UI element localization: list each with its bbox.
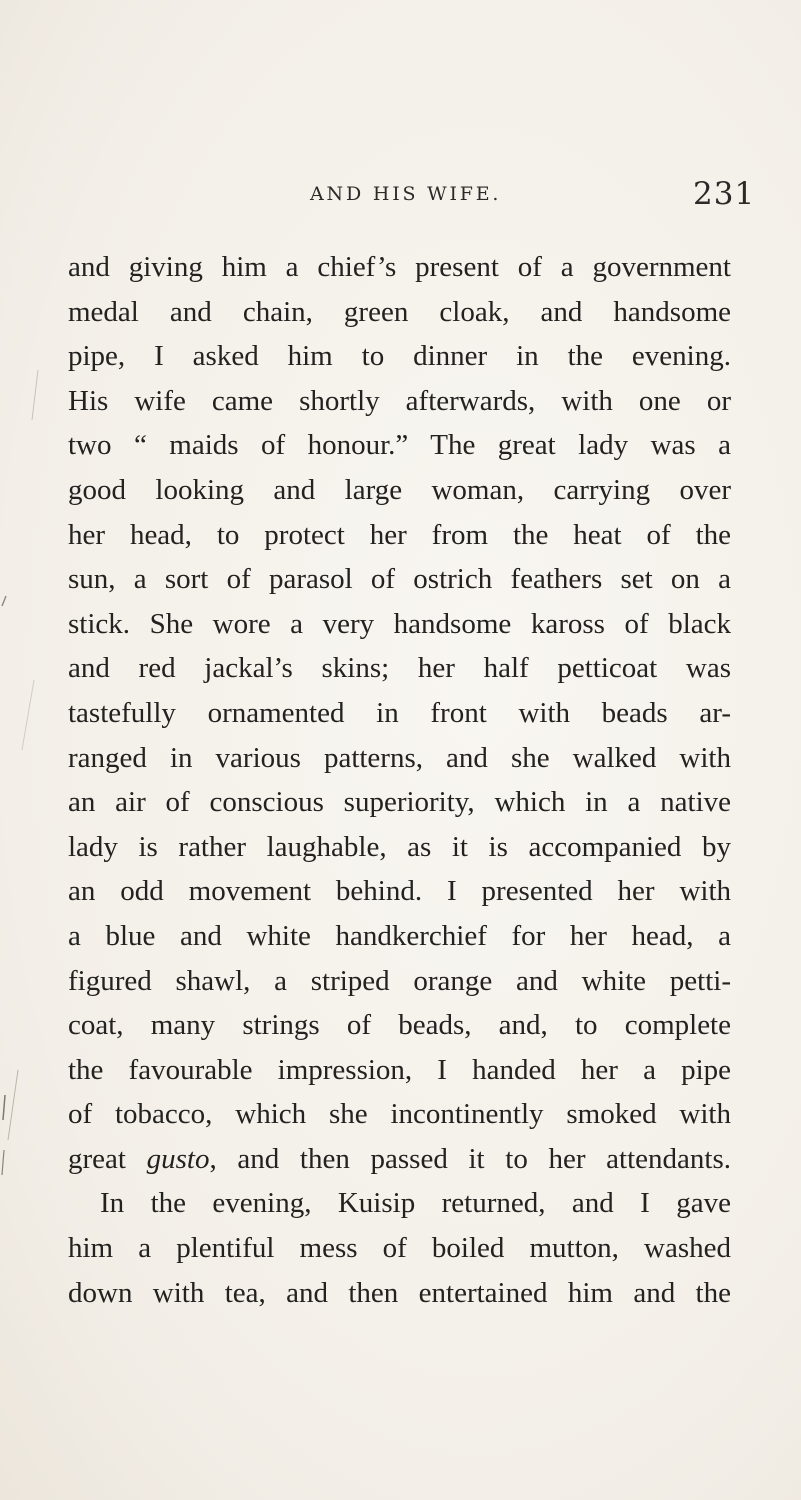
gusto-before: great xyxy=(68,1142,147,1175)
text-line: an air of conscious superiority, which in a native xyxy=(68,786,731,819)
gusto-italic: gusto xyxy=(146,1142,210,1175)
text-line: His wife came shortly afterwards, with one or xyxy=(68,384,731,417)
page-edge-marks xyxy=(0,0,60,1500)
text-line: of tobacco, which she incontinently smoked with xyxy=(68,1098,731,1131)
text-line: down with tea, and then entertained him and the xyxy=(68,1276,731,1309)
text-line: coat, many strings of beads, and, to complete xyxy=(68,1009,731,1042)
running-head: AND HIS WIFE. xyxy=(310,183,502,205)
text-line-gusto xyxy=(68,1137,731,1182)
text-line: and red jackal’s skins; her half petticoat was xyxy=(68,652,731,685)
text-line: ranged in various patterns, and she walked with xyxy=(68,741,731,774)
body-text xyxy=(68,245,731,1315)
text-line: two “ maids of honour.” The great lady was a xyxy=(68,429,731,462)
text-line: good looking and large woman, carrying over xyxy=(68,473,731,506)
text-line: tastefully ornamented in front with beads ar- xyxy=(68,696,731,729)
text-line: him a plentiful mess of boiled mutton, washed xyxy=(68,1232,731,1265)
text-line: an odd movement behind. I presented her with xyxy=(68,875,731,908)
text-line: figured shawl, a striped orange and white petti- xyxy=(68,964,731,997)
page-header xyxy=(0,176,801,216)
text-line: stick. She wore a very handsome kaross of black xyxy=(68,607,731,640)
text-line: her head, to protect her from the heat of the xyxy=(68,518,731,551)
text-line: and giving him a chief’s present of a government xyxy=(68,251,731,283)
text-line: medal and chain, green cloak, and handsome xyxy=(68,295,731,328)
text-line: lady is rather laughable, as it is accompanied by xyxy=(68,830,731,863)
page-number: 231 xyxy=(693,176,756,212)
text-line: the favourable impression, I handed her a pipe xyxy=(68,1053,731,1086)
text-line: pipe, I asked him to dinner in the evening. xyxy=(68,340,731,373)
text-line: sun, a sort of parasol of ostrich feathers set on a xyxy=(68,563,731,596)
gusto-after: , and then passed it to her attendants. xyxy=(209,1142,731,1175)
paragraph-start-line: In the evening, Kuisip returned, and I gave xyxy=(100,1187,731,1220)
text-line: a blue and white handkerchief for her head, a xyxy=(68,919,731,952)
